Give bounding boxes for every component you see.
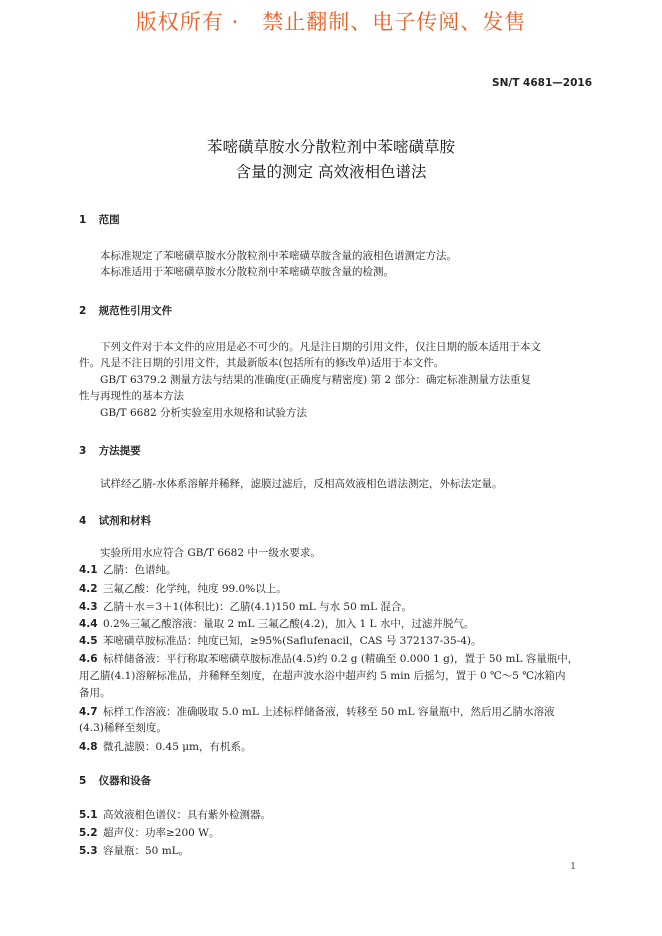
section-title: 规范性引用文件 [98,305,173,317]
copyright-watermark: 版权所有 · 禁止翻制、电子传阅、发售 [135,10,527,34]
section-1-heading [79,212,120,227]
item-number: 4.5 [79,635,98,647]
item-text: 0.2%三氟乙酸溶液：量取 2 mL 三氟乙酸(4.2)，加入 1 L 水中，过滤并脱气。 [103,618,475,630]
list-item [79,652,599,666]
item-text: 标样储备液：平行称取苯嘧磺草胺标准品(4.5)约 0.2 g (精确至 0.000 1 g)，置于 50 mL 容量瓶中， [103,653,579,665]
list-item-continuation: 备用。 [79,687,111,699]
section-5-heading [79,773,151,788]
item-text: 超声仪：功率≥200 W。 [103,827,220,839]
section-number: 3 [79,445,87,457]
list-item [79,844,599,858]
item-text: 容量瓶：50 mL。 [103,845,190,857]
normative-reference: GB/T 6379.2 测量方法与结果的准确度(正确度与精密度) 第 2 部分：确定标准测量方法重复 [100,374,531,386]
paragraph: 件。凡是不注日期的引用文件，其最新版本(包括所有的修改单)适用于本文件。 [79,357,445,369]
list-item [79,634,599,648]
list-item [79,826,599,840]
list-item-continuation: 用乙腈(4.1)溶解标准品，并稀释至刻度，在超声波水浴中超声约 5 min 后摇匀，置于 0 ℃～5 ℃冰箱内 [79,670,566,682]
item-number: 4.2 [79,583,98,595]
document-title-line-2: 含量的测定 高效液相色谱法 [235,163,427,181]
list-item [79,740,599,754]
document-title-line-1: 苯嘧磺草胺水分散粒剂中苯嘧磺草胺 [206,138,455,156]
item-number: 4.6 [79,653,98,665]
page-number: 1 [570,862,576,872]
standard-number: SN/T 4681—2016 [492,77,592,89]
item-number: 4.4 [79,618,98,630]
section-number: 2 [79,305,87,317]
list-item [79,705,599,719]
item-number: 4.1 [79,564,98,576]
paragraph: 实验所用水应符合 GB/T 6682 中一级水要求。 [100,547,321,559]
section-number: 4 [79,515,87,527]
item-text: 乙腈：色谱纯。 [103,564,177,576]
section-title: 试剂和材料 [98,515,152,527]
item-text: 乙腈＋水＝3＋1(体积比)：乙腈(4.1)150 mL 与水 50 mL 混合。 [103,601,412,613]
item-number: 5.2 [79,827,98,839]
item-text: 三氟乙酸：化学纯，纯度 99.0%以上。 [103,583,287,595]
section-title: 范围 [98,214,120,226]
item-number: 4.3 [79,601,98,613]
item-number: 5.3 [79,845,98,857]
item-number: 4.8 [79,741,98,753]
section-2-heading [79,303,172,318]
item-number: 4.7 [79,706,98,718]
item-text: 苯嘧磺草胺标准品：纯度已知，≥95%(Saflufenacil，CAS 号 372137-35-4)。 [103,635,482,647]
list-item [79,582,599,596]
item-number: 5.1 [79,809,98,821]
item-text: 高效液相色谱仪：具有紫外检测器。 [103,809,271,821]
section-title: 仪器和设备 [98,775,152,787]
section-title: 方法提要 [98,445,141,457]
list-item [79,617,599,631]
paragraph: 下列文件对于本文件的应用是必不可少的。凡是注日期的引用文件，仅注日期的版本适用于本文 [100,341,541,353]
paragraph: 本标准规定了苯嘧磺草胺水分散粒剂中苯嘧磺草胺含量的液相色谱测定方法。 [100,250,457,262]
section-4-heading [79,513,151,528]
section-number: 1 [79,214,87,226]
normative-reference: 性与再现性的基本方法 [79,390,184,402]
paragraph: 本标准适用于苯嘧磺草胺水分散粒剂中苯嘧磺草胺含量的检测。 [100,266,394,278]
normative-reference: GB/T 6682 分析实验室用水规格和试验方法 [100,407,308,419]
list-item [79,600,599,614]
list-item-continuation: (4.3)稀释至刻度。 [79,722,167,734]
item-text: 标样工作溶液：准确吸取 5.0 mL 上述标样储备液，转移至 50 mL 容量瓶中，然后用乙腈水溶液 [103,706,555,718]
section-3-heading [79,443,141,458]
item-text: 微孔滤膜：0.45 μm，有机系。 [103,741,252,753]
list-item [79,808,599,822]
list-item [79,563,599,577]
section-number: 5 [79,775,87,787]
paragraph: 试样经乙腈-水体系溶解并稀释，滤膜过滤后，反相高效液相色谱法测定，外标法定量。 [100,478,503,490]
